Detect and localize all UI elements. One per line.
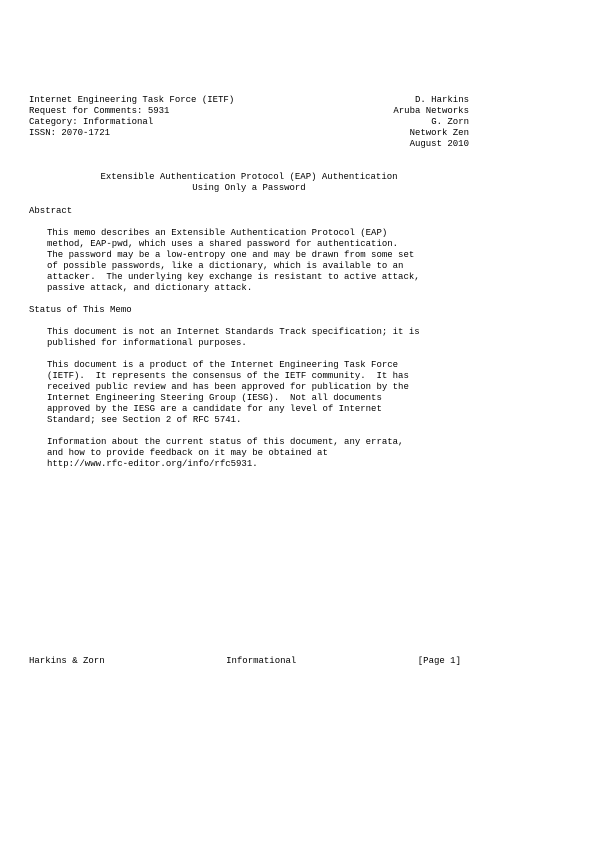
rfc-header — [29, 95, 469, 150]
header-row — [29, 117, 469, 128]
header-left-line: Request for Comments: 5931 — [29, 106, 170, 116]
footer-authors: Harkins & Zorn — [29, 656, 105, 666]
abstract-line: This memo describes an Extensible Authentication Protocol (EAP) — [47, 228, 388, 238]
header-row — [29, 128, 469, 139]
footer-page-number: [Page 1] — [417, 656, 461, 666]
document-title — [29, 172, 469, 194]
header-left-line: Category: Informational — [29, 117, 154, 127]
status-paragraph-line: and how to provide feedback on it may be obtained at — [47, 448, 328, 458]
status-heading: Status of This Memo — [29, 305, 132, 315]
abstract-line: passive attack, and dictionary attack. — [47, 283, 253, 293]
abstract-line: The password may be a low-entropy one and may be drawn from some set — [47, 250, 415, 260]
header-right-line: D. Harkins — [414, 95, 469, 105]
abstract-heading: Abstract — [29, 206, 73, 216]
blank-line — [29, 426, 469, 437]
abstract-line: of possible passwords, like a dictionary, which is available to an — [47, 261, 404, 271]
status-paragraph-line: Information about the current status of this document, any errata, — [47, 437, 404, 447]
status-paragraph-line: Internet Engineering Steering Group (IESG). Not all documents — [47, 393, 382, 403]
abstract-section — [29, 206, 469, 294]
status-link-line[interactable]: http://www.rfc-editor.org/info/rfc5931. — [47, 459, 258, 469]
header-left-line: Internet Engineering Task Force (IETF) — [29, 95, 235, 105]
footer-category: Informational — [226, 656, 297, 666]
status-paragraph-line: (IETF). It represents the consensus of the IETF community. It has — [47, 371, 409, 381]
header-row — [29, 95, 469, 106]
blank-line — [29, 217, 469, 228]
header-row — [29, 106, 469, 117]
status-paragraph-line: This document is a product of the Internet Engineering Task Force — [47, 360, 399, 370]
status-paragraph-line: published for informational purposes. — [47, 338, 247, 348]
title-line-1: Extensible Authentication Protocol (EAP) Authentication — [100, 172, 398, 182]
header-right-line: G. Zorn — [431, 117, 469, 127]
status-paragraph-line: Standard; see Section 2 of RFC 5741. — [47, 415, 242, 425]
blank-line — [29, 316, 469, 327]
header-right-line: Network Zen — [409, 128, 469, 138]
abstract-line: attacker. The underlying key exchange is resistant to active attack, — [47, 272, 420, 282]
page-footer — [29, 656, 461, 667]
header-right-line: Aruba Networks — [393, 106, 469, 116]
header-row — [29, 139, 469, 150]
status-section — [29, 305, 469, 470]
status-paragraph-line: received public review and has been approved for publication by the — [47, 382, 409, 392]
header-right-line: August 2010 — [409, 139, 469, 149]
status-paragraph-line: approved by the IESG are a candidate for any level of Internet — [47, 404, 382, 414]
blank-line — [29, 349, 469, 360]
status-paragraph-line: This document is not an Internet Standards Track specification; it is — [47, 327, 420, 337]
abstract-line: method, EAP-pwd, which uses a shared password for authentication. — [47, 239, 399, 249]
title-line-2: Using Only a Password — [192, 183, 306, 193]
header-left-line: ISSN: 2070-1721 — [29, 128, 111, 138]
